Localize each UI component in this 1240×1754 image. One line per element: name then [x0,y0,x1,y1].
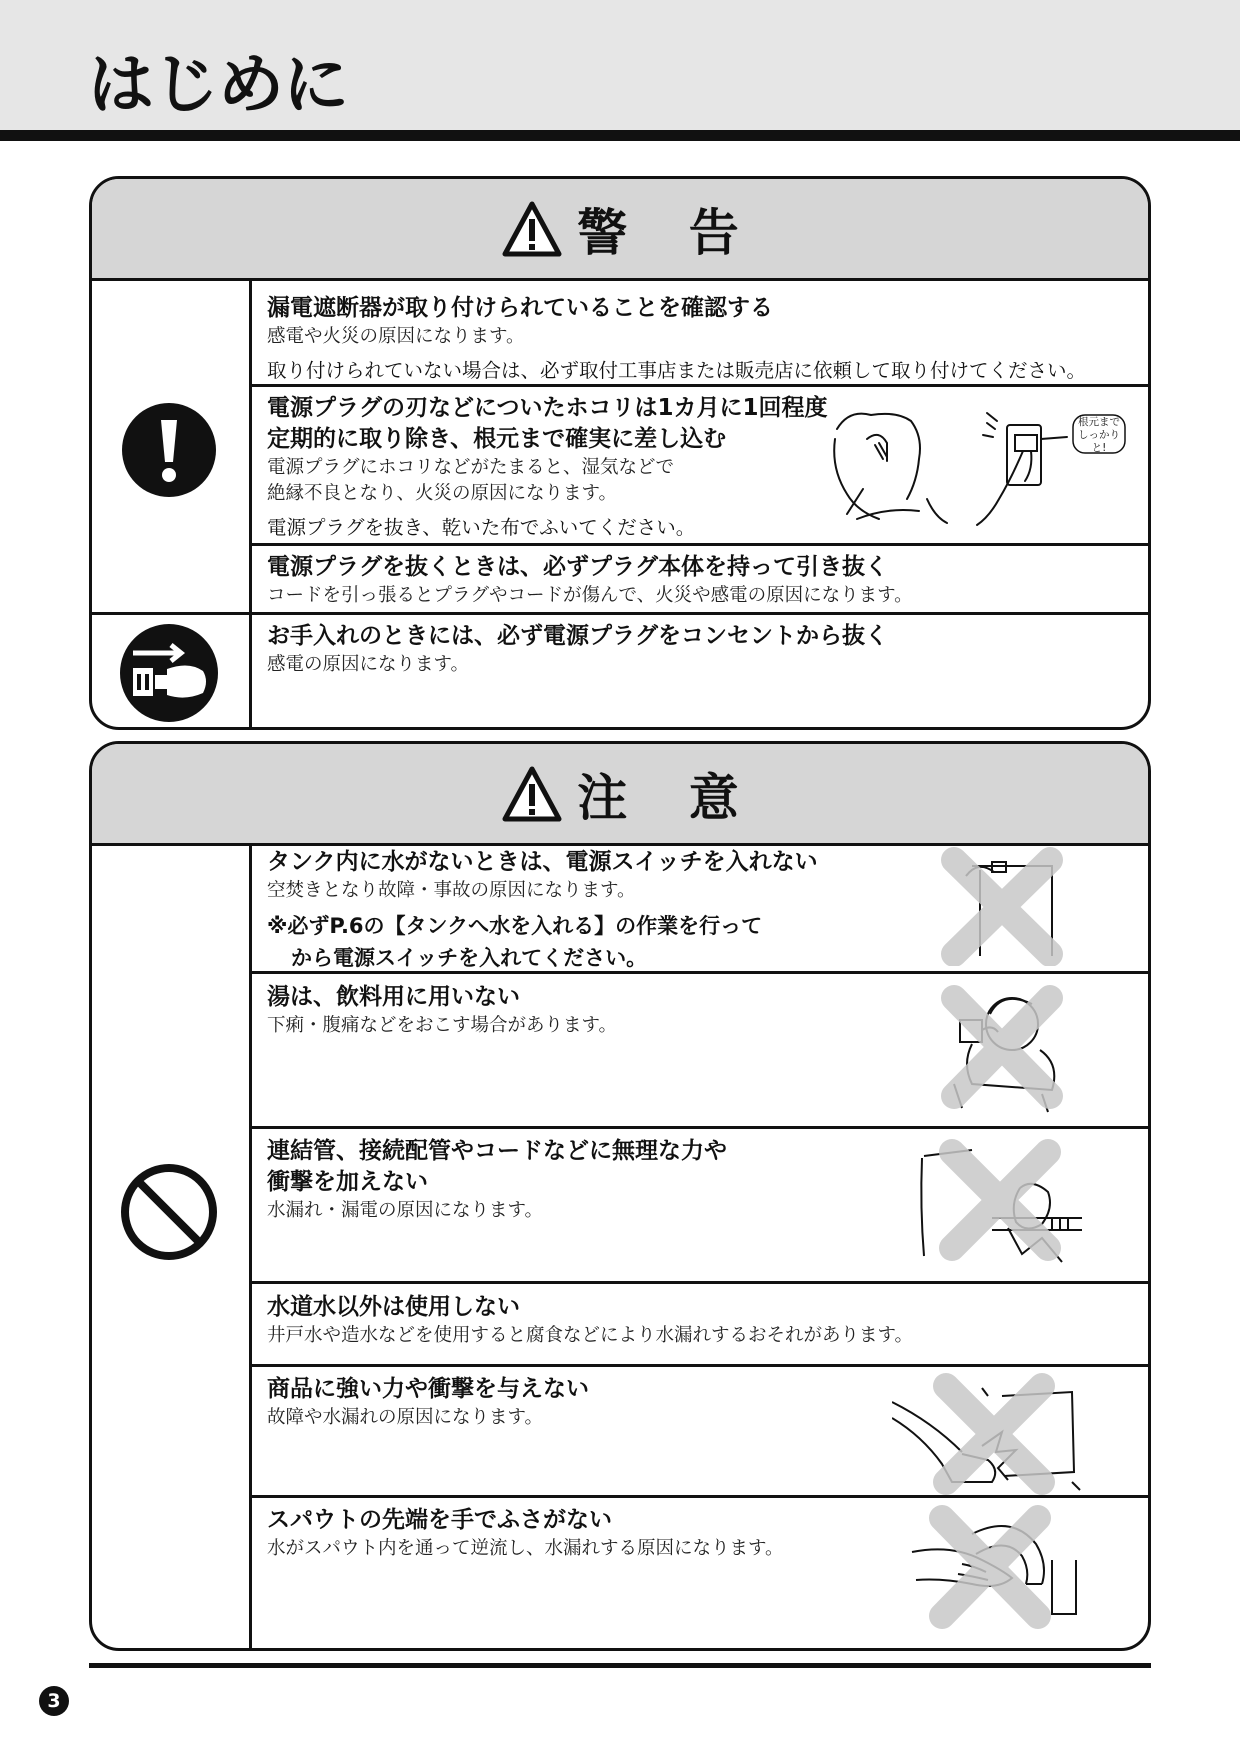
caution-panel-header [92,744,1148,846]
item-desc: 下痢・腹痛などをおこす場合があります。 [267,1015,618,1036]
item-note: 取り付けられていない場合は、必ず取付工事店または販売店に依頼して取り付けてください。 [267,359,1087,382]
item-desc: 井戸水や造水などを使用すると腐食などにより水漏れするおそれがあります。 [267,1325,914,1346]
item-title: スパウトの先端を手でふさがない [267,1507,612,1533]
pipe-force-prohibited-illustration [912,1138,1092,1268]
row-divider [249,1126,1148,1129]
item-title: タンク内に水がないときは、電源スイッチを入れない [267,849,818,875]
item-title: 商品に強い力や衝撃を与えない [267,1376,589,1402]
plug-callout-text [1074,416,1124,455]
item-desc: 水漏れ・漏電の原因になります。 [267,1200,544,1221]
row-divider [249,543,1148,546]
row-divider [249,1281,1148,1284]
item-desc: 空焚きとなり故障・事故の原因になります。 [267,880,636,901]
page-number: 3 [39,1686,69,1716]
caution-item-not-drinkable [267,982,617,1039]
item-desc: コードを引っ張るとプラグやコードが傷んで、火災や感電の原因になります。 [267,585,913,606]
warning-item-breaker [267,293,1086,385]
warning-heading: 警 告 [577,203,761,262]
impact-prohibited-illustration [892,1372,1092,1497]
caution-heading: 注 意 [577,768,761,827]
warning-triangle-icon [501,765,563,823]
item-desc: 故障や水漏れの原因になります。 [267,1407,544,1428]
drinking-prohibited-illustration [932,984,1072,1114]
caution-item-tank-empty [267,847,818,974]
item-title: お手入れのときには、必ず電源プラグをコンセントから抜く [267,623,888,649]
item-desc: 感電の原因になります。 [267,654,470,675]
item-note: 電源プラグを抜き、乾いた布でふいてください。 [267,516,696,539]
warning-item-unplug-cleaning [267,621,888,678]
warning-item-unplug-hold [267,552,913,609]
item-desc: 絶縁不良となり、火災の原因になります。 [267,483,618,504]
warning-triangle-icon [501,200,563,258]
prohibited-icon [119,1162,219,1262]
warning-item-plug-dust [267,393,828,542]
item-title: 湯は、飲料用に用いない [267,984,520,1010]
tank-switch-prohibited-illustration [932,846,1072,966]
item-desc: 水がスパウト内を通って逆流し、水漏れする原因になります。 [267,1538,784,1559]
caution-item-no-impact [267,1374,589,1431]
callout-line: 根元まで [1078,416,1120,428]
caution-item-no-force-pipes [267,1136,727,1224]
item-title: 電源プラグを抜くときは、必ずプラグ本体を持って引き抜く [267,554,888,580]
spout-prohibited-illustration [902,1504,1082,1634]
caution-item-spout-block [267,1505,784,1562]
item-desc: 感電や火災の原因になります。 [267,326,525,347]
item-title: 衝撃を加えない [267,1169,428,1195]
unplug-icon [119,623,219,723]
item-title: 水道水以外は使用しない [267,1294,520,1320]
item-note: から電源スイッチを入れてください。 [291,946,648,970]
warning-panel-header [92,179,1148,281]
caution-item-tap-water-only [267,1292,913,1349]
warning-panel [89,176,1151,730]
item-title: 漏電遮断器が取り付けられていることを確認する [267,295,773,321]
item-title: 定期的に取り除き、根元まで確実に差し込む [267,426,727,452]
column-divider [249,846,252,1651]
item-desc: 電源プラグにホコリなどがたまると、湿気などで [267,457,675,478]
caution-panel [89,741,1151,1651]
column-divider [249,281,252,730]
row-divider [92,612,1148,615]
header-rule [0,130,1240,141]
item-note: ※必ずP.6の【タンクへ水を入れる】の作業を行って [267,914,763,938]
callout-line: しっかりと! [1078,429,1120,454]
row-divider [249,1364,1148,1367]
item-title: 連結管、接続配管やコードなどに無理な力や [267,1138,727,1164]
item-title: 電源プラグの刃などについたホコリは1カ月に1回程度 [267,395,828,421]
mandatory-action-icon [121,402,217,498]
footer-rule [89,1663,1151,1668]
page-title: はじめに [88,46,348,123]
